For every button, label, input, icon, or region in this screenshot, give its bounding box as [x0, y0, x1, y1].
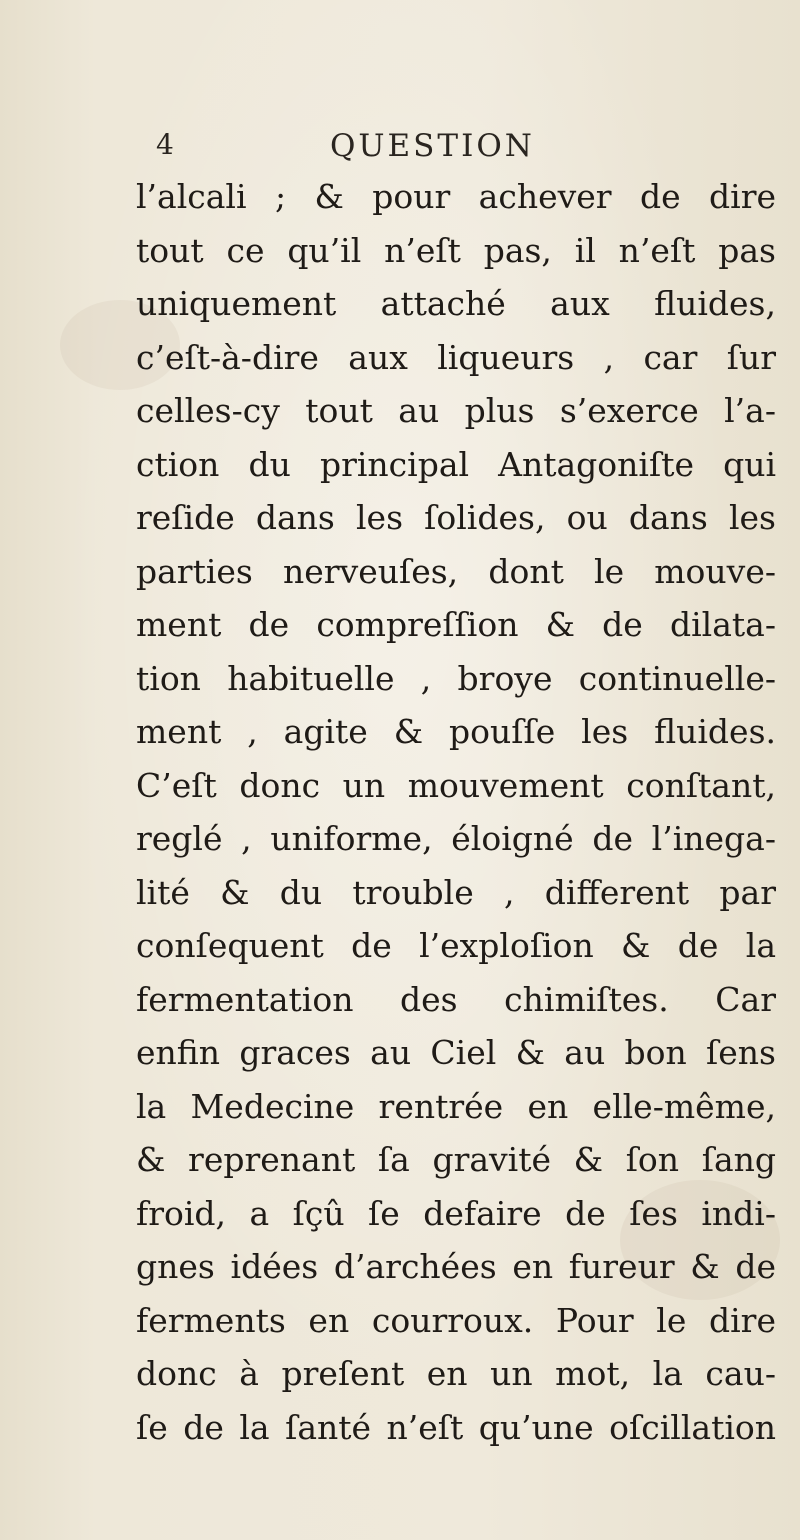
text-line: C’eſt donc un mouvement conſtant,: [136, 765, 776, 805]
text-line: ſe de la ſanté n’eſt qu’une oſcillation: [136, 1407, 776, 1447]
text-line: lité & du trouble , different par: [136, 872, 776, 912]
text-line: parties nerveuſes, dont le mouve-: [136, 551, 776, 591]
text-line: tout ce qu’il n’eſt pas, il n’eſt pas: [136, 230, 776, 270]
text-line: celles-cy tout au plus s’exerce l’a-: [136, 391, 776, 430]
page-header: [146, 128, 706, 168]
text-line: c’eſt-à-dire aux liqueurs , car ſur: [136, 337, 776, 377]
text-line: fermentation des chimiſtes. Car: [136, 979, 776, 1019]
body-text: [136, 170, 776, 1454]
running-head: QUESTION: [330, 128, 535, 164]
page-number: 4: [156, 128, 175, 161]
text-line: ment , agite & pouſſe les fluides.: [136, 712, 776, 751]
text-line: tion habituelle , broye continuelle-: [136, 658, 776, 698]
text-line: froid, a ſçû ſe defaire de ſes indi-: [136, 1193, 776, 1233]
text-line: uniquement attaché aux fluides,: [136, 284, 776, 323]
text-line: gnes idées d’archées en fureur & de: [136, 1247, 776, 1286]
text-line: l’alcali ; & pour achever de dire: [136, 177, 776, 216]
text-line: conſequent de l’exploſion & de la: [136, 926, 776, 965]
text-line: reſide dans les ſolides, ou dans les: [136, 498, 776, 537]
text-line: reglé , uniforme, éloigné de l’inega-: [136, 819, 776, 858]
text-line: ction du principal Antagoniſte qui: [136, 444, 776, 484]
text-line: la Medecine rentrée en elle-même,: [136, 1086, 776, 1126]
text-line: enfin graces au Ciel & au bon ſens: [136, 1033, 776, 1072]
text-line: ferments en courroux. Pour le dire: [136, 1300, 776, 1340]
text-line: & reprenant ſa gravité & ſon ſang: [136, 1140, 776, 1179]
text-line: donc à preſent en un mot, la cau-: [136, 1354, 776, 1393]
text-line: ment de compreſſion & de dilata-: [136, 605, 776, 644]
